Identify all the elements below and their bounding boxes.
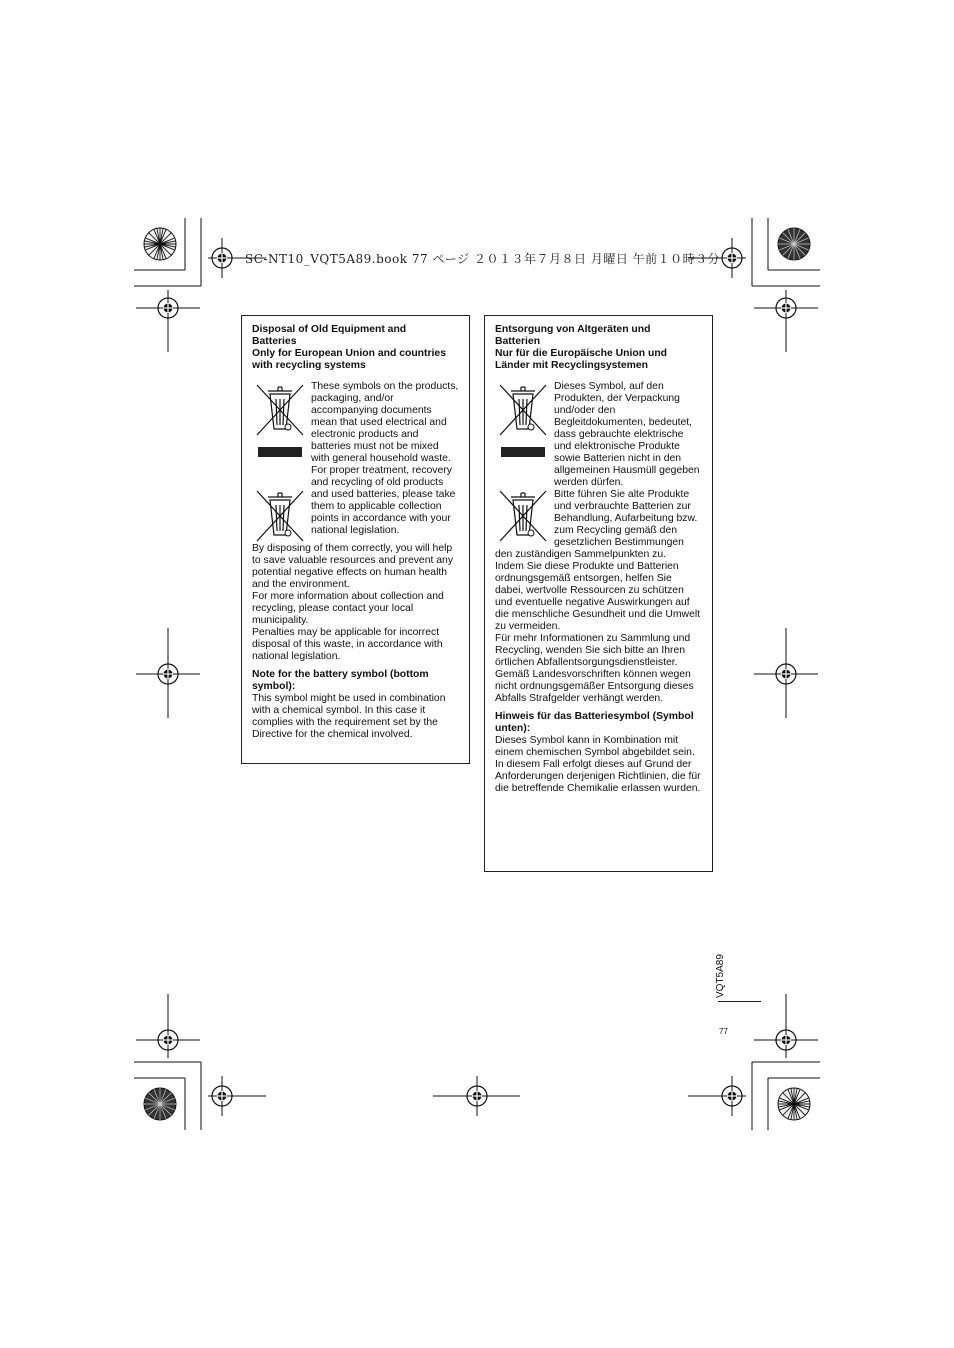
german-subtitle: Nur für die Europäische Union und Länder mit Recyclingsystemen — [495, 348, 668, 371]
german-disposing-text: Indem Sie diese Produkte und Batterien ordnungsgemäß entsorgen, helfen Sie dabei, wertvolle Ressourcen zu schützen und eventuelle negative Auswirkungen auf die menschliche Gesundheit und die Umwelt zu vermeiden. — [495, 561, 701, 632]
english-disposing-text: By disposing of them correctly, you will help to save valuable resources and prevent any potential negative effects on human health and the environment. — [252, 543, 454, 590]
german-note-title: Hinweis für das Batteriesymbol (Symbol unten): — [495, 711, 694, 734]
black-bar-marking — [501, 447, 545, 457]
english-info-text: For more information about collection and recycling, please contact your local municipality. — [252, 591, 444, 626]
recycling-symbols — [252, 381, 310, 543]
german-symbol-text: Dieses Symbol, auf den Produkten, der Verpackung und/oder den Begleitdokumenten, bedeutet, dass gebrauchte elektrische und elektronische Produkte sowie Batterien nicht in den allgemeinen Hausmüll gegeben werden dürfen. — [554, 381, 700, 488]
german-info-text: Für mehr Informationen zu Sammlung und Recycling, wenden Sie sich bitte an Ihren örtlichen Abfallentsorgungsdienstleister. — [495, 633, 691, 668]
english-symbol-text: These symbols on the products, packaging, and/or accompanying documents mean that used electrical and electronic products and batteries must not be mixed with general household waste. — [311, 381, 459, 464]
english-disposal-box — [241, 315, 470, 764]
black-bar-marking — [258, 447, 302, 457]
german-title: Entsorgung von Altgeräten und Batterien — [495, 324, 651, 347]
english-note-title: Note for the battery symbol (bottom symbol): — [252, 669, 429, 692]
german-disposal-box — [484, 315, 713, 872]
english-title: Disposal of Old Equipment and Batteries — [252, 324, 407, 347]
recycling-symbols-de — [495, 381, 553, 543]
english-subtitle: Only for European Union and countries with recycling systems — [252, 348, 446, 371]
english-treatment-text: For proper treatment, recovery and recycling of old products and used batteries, please take them to applicable collection points in accordance with your national legislation. — [311, 465, 456, 536]
print-info-line: SC-NT10_VQT5A89.book 77 ページ ２０１３年７月８日 月曜日 午前１０時３分 — [245, 252, 721, 266]
german-note-text: Dieses Symbol kann in Kombination mit einem chemischen Symbol abgebildet sein. In diesem Fall erfolgt dieses auf Grund der Anforderungen derjenigen Richtlinien, die für die betreffende Chemikalie erlassen wurden. — [495, 735, 701, 794]
crossed-bin-icon — [252, 487, 308, 543]
crossed-bin-icon — [495, 487, 551, 543]
english-penalties-text: Penalties may be applicable for incorrect disposal of this waste, in accordance with national legislation. — [252, 627, 443, 662]
english-note-text: This symbol might be used in combination with a chemical symbol. In this case it complies with the requirement set by the Directive for the chemical involved. — [252, 693, 446, 740]
page-number: 77 — [719, 1027, 728, 1036]
german-penalties-text: Gemäß Landesvorschriften können wegen nicht ordnungsgemäßer Entsorgung dieses Abfalls Strafgelder verhängt werden. — [495, 669, 694, 704]
crossed-bin-with-bar-icon — [495, 381, 551, 437]
divider — [718, 1001, 761, 1002]
document-code: VQT5A89 — [715, 954, 726, 998]
crossed-bin-with-bar-icon — [252, 381, 308, 437]
german-treatment-text: Bitte führen Sie alte Produkte und verbrauchte Batterien zur Behandlung, Aufarbeitung bzw. zum Recycling gemäß den gesetzlichen Bestimmungen den zuständigen Sammelpunkten zu. — [495, 489, 698, 560]
